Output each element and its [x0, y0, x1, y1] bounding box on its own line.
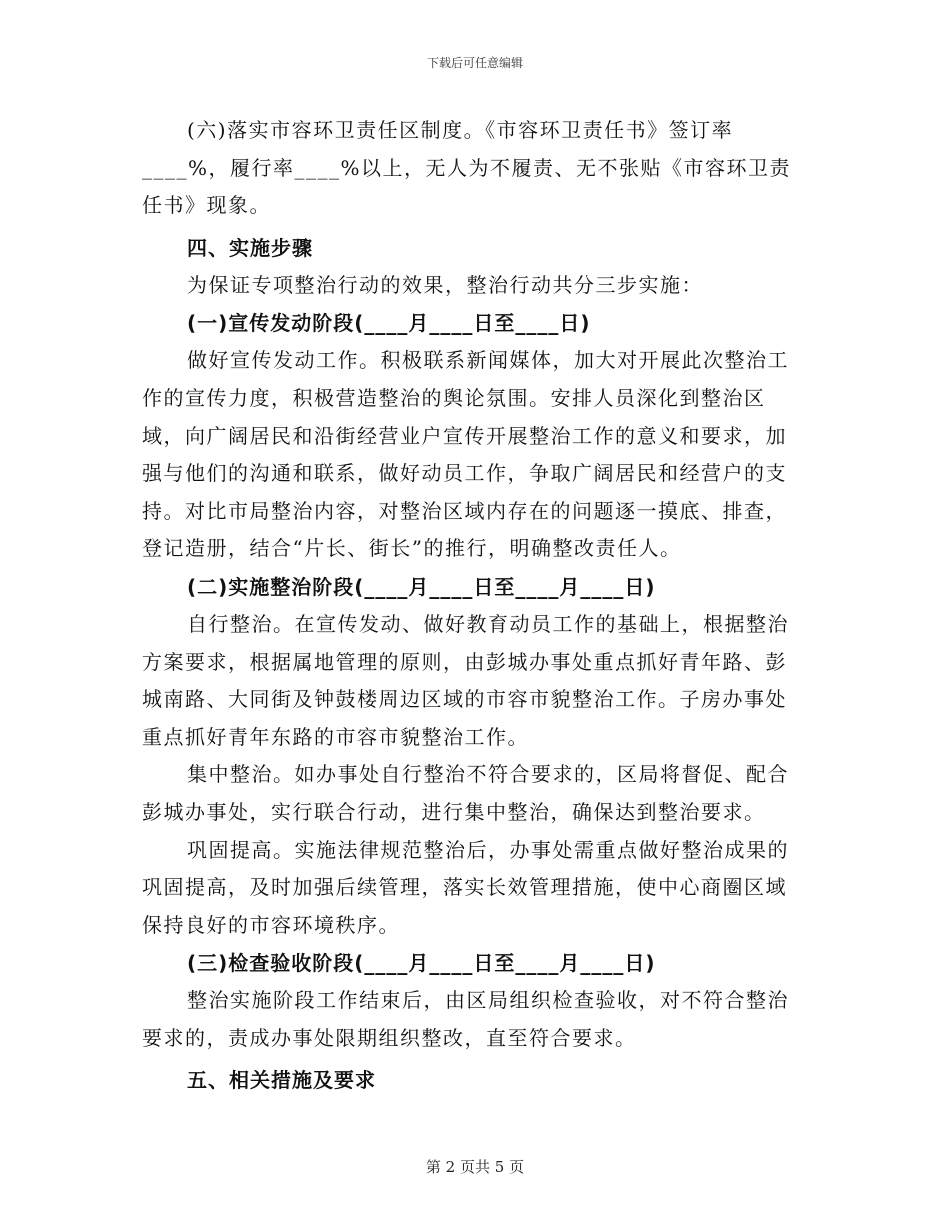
paragraph-item-6: (六)落实市容环卫责任区制度。《市容环卫责任书》签订率____%，履行率____%以上，无人为不履责、无不张贴《市容环卫责任书》现象。 — [142, 118, 792, 218]
page-content — [142, 112, 802, 1099]
stage-heading-3: (三)检查验收阶段(____月____日至____月____日) — [187, 951, 656, 976]
paragraph-stage-1: 做好宣传发动工作。积极联系新闻媒体，加大对开展此次整治工作的宣传力度，积极营造整治的舆论氛围。安排人员深化到整治区域，向广阔居民和沿街经营业户宣传开展整治工作的意义和要求，加强与他们的沟通和联系，做好动员工作，争取广阔居民和经营户的支持。对比市局整治内容，对整治区域内存在的问题逐一摸底、排查，登记造册，结合“片长、街长”的推行，明确整改责任人。 — [142, 348, 789, 561]
page-header: 下载后可任意编辑 — [426, 56, 523, 70]
stage-heading-2: (二)实施整治阶段(____月____日至____月____日) — [187, 574, 656, 599]
section-heading-4: 四、实施步骤 — [187, 235, 313, 260]
paragraph-intro-steps: 为保证专项整治行动的效果，整治行动共分三步实施： — [187, 272, 703, 297]
section-heading-5: 五、相关措施及要求 — [187, 1068, 376, 1093]
paragraph-stage-3: 整治实施阶段工作结束后，由区局组织检查验收，对不符合整治要求的，责成办事处限期组织整改，直至符合要求。 — [142, 988, 789, 1050]
paragraph-consolidation: 巩固提高。实施法律规范整治后，办事处需重点做好整治成果的巩固提高，及时加强后续管理，落实长效管理措施，使中心商圈区域保持良好的市容环境秩序。 — [142, 837, 789, 937]
paragraph-centralized-rectification: 集中整治。如办事处自行整治不符合要求的，区局将督促、配合彭城办事处，实行联合行动，进行集中整治，确保达到整治要求。 — [142, 762, 789, 824]
stage-heading-1: (一)宣传发动阶段(____月____日至____日) — [187, 311, 591, 336]
page-footer: 第 2 页共 5 页 — [425, 1158, 525, 1176]
paragraph-self-rectification: 自行整治。在宣传发动、做好教育动员工作的基础上，根据整治方案要求，根据属地管理的原则，由彭城办事处重点抓好青年路、彭城南路、大同街及钟鼓楼周边区域的市容市貌整治工作。子房办事处重点抓好青年东路的市容市貌整治工作。 — [142, 611, 789, 749]
